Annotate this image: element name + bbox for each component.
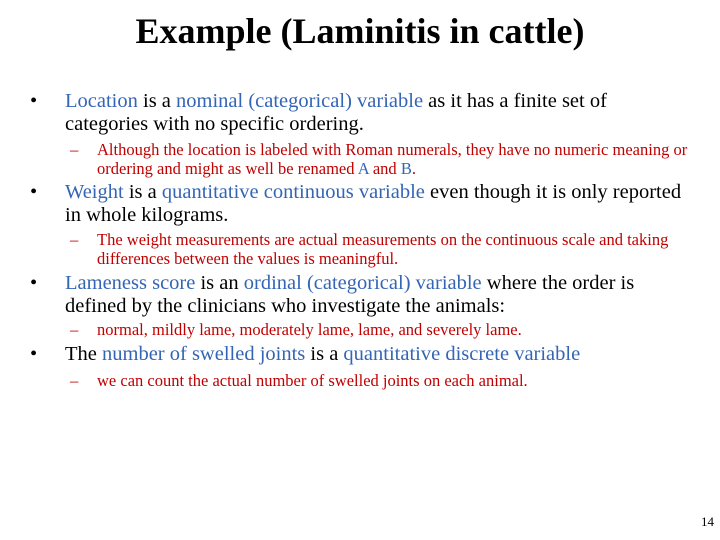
bullet-text: [65, 90, 690, 136]
sub-bullet-text: [97, 140, 690, 178]
text-fragment: and: [368, 159, 401, 178]
term-lameness-score: Lameness score: [65, 272, 196, 294]
sub-bullet-lameness: [70, 320, 690, 339]
term-continuous-variable: quantitative continuous variable: [161, 181, 425, 203]
bullet-weight: [30, 181, 690, 227]
text-fragment: where the order is defined by the clinicians who investigate the animals:: [65, 272, 635, 317]
sub-bullet-weight: [70, 230, 690, 268]
bullet-marker: •: [30, 90, 38, 112]
text-fragment: is an: [195, 272, 244, 294]
page-number: 14: [701, 514, 714, 529]
sub-bullet-text: normal, mildly lame, moderately lame, lame, and severely lame.: [97, 320, 522, 339]
sub-bullet-marker: –: [70, 230, 79, 249]
sub-bullet-swelled-joints: [70, 371, 690, 390]
slide-title: Example (Laminitis in cattle): [135, 11, 585, 51]
term-location: Location: [65, 90, 138, 112]
text-fragment: is a: [305, 343, 344, 365]
sub-bullet-location: [70, 140, 690, 178]
text-fragment: as it has a finite set of categories with no specific ordering.: [65, 90, 607, 135]
bullet-marker: •: [30, 343, 38, 365]
bullet-marker: •: [30, 272, 38, 294]
bullet-text: [65, 343, 690, 366]
bullet-text: [65, 272, 690, 318]
bullet-text: [65, 181, 690, 227]
bullet-swelled-joints: [30, 343, 690, 366]
text-fragment: The: [65, 343, 102, 365]
sub-bullet-marker: –: [70, 320, 79, 339]
term-discrete-variable: quantitative discrete variable: [343, 343, 581, 365]
sub-bullet-text: we can count the actual number of swelled joints on each animal.: [97, 371, 528, 390]
sub-bullet-text: The weight measurements are actual measurements on the continuous scale and taking differences between the values is meaningful.: [97, 230, 669, 268]
sub-bullet-marker: –: [70, 371, 79, 390]
sub-bullet-marker: –: [70, 140, 79, 159]
term-swelled-joints: number of swelled joints: [102, 343, 306, 365]
text-fragment: .: [411, 159, 416, 178]
text-fragment: even though it is only reported in whole kilograms.: [65, 181, 682, 226]
bullet-location: [30, 90, 690, 136]
bullet-marker: •: [30, 181, 38, 203]
label-b: B: [400, 159, 412, 178]
term-weight: Weight: [65, 181, 124, 203]
label-a: A: [357, 159, 369, 178]
term-nominal-variable: nominal (categorical) variable: [176, 90, 424, 112]
text-fragment: is a: [123, 181, 162, 203]
bullet-lameness: [30, 272, 690, 318]
term-ordinal-variable: ordinal (categorical) variable: [243, 272, 482, 294]
text-fragment: is a: [137, 90, 177, 112]
text-fragment: Although the location is labeled with Roman numerals, they have no numeric meaning or ordering and might as well be renamed: [97, 140, 688, 178]
